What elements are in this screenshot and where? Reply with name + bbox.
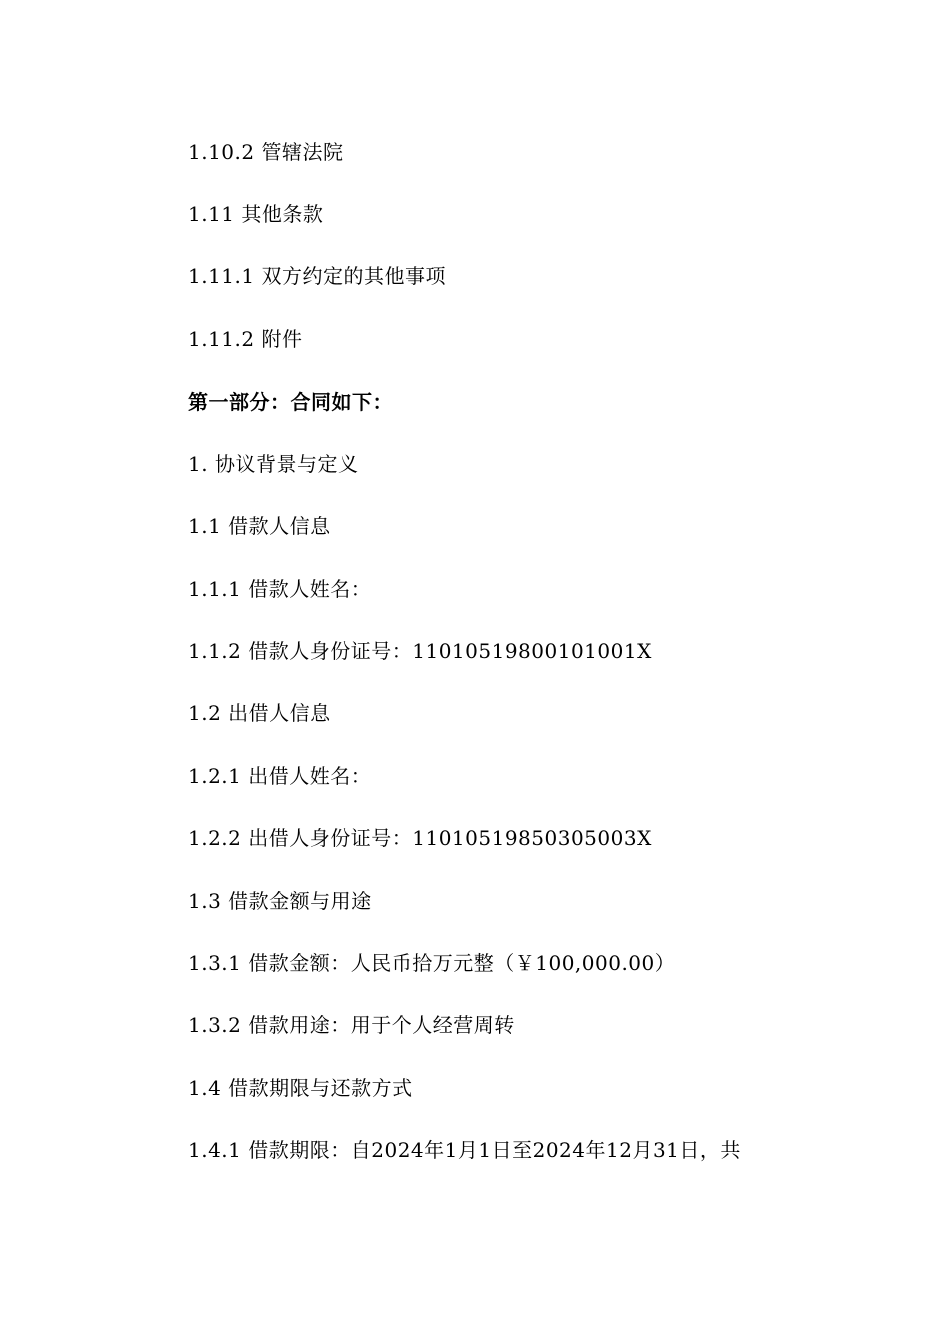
clause-1-3-1: 1.3.1 借款金额：人民币拾万元整（￥100,000.00） [188,951,676,975]
clause-1-4: 1.4 借款期限与还款方式 [188,1076,413,1100]
clause-1-2-1: 1.2.1 出借人姓名： [188,764,372,788]
clause-1-2-2: 1.2.2 出借人身份证号：11010519850305003X [188,826,652,850]
clause-1-3-2: 1.3.2 借款用途：用于个人经营周转 [188,1013,515,1037]
clause-1-1: 1.1 借款人信息 [188,514,331,538]
clause-1-11-1: 1.11.1 双方约定的其他事项 [188,264,446,288]
clause-1-2: 1.2 出借人信息 [188,701,331,725]
clause-1-1-1: 1.1.1 借款人姓名： [188,577,372,601]
clause-1-11-2: 1.11.2 附件 [188,327,303,351]
clause-1: 1. 协议背景与定义 [188,452,359,476]
clause-1-4-1: 1.4.1 借款期限：自2024年1月1日至2024年12月31日，共 [188,1138,741,1162]
clause-1-11: 1.11 其他条款 [188,202,324,226]
clause-1-3: 1.3 借款金额与用途 [188,889,372,913]
section-heading: 第一部分：合同如下： [188,390,393,414]
clause-1-1-2: 1.1.2 借款人身份证号：11010519800101001X [188,639,652,663]
clause-1-10-2: 1.10.2 管辖法院 [188,140,344,164]
